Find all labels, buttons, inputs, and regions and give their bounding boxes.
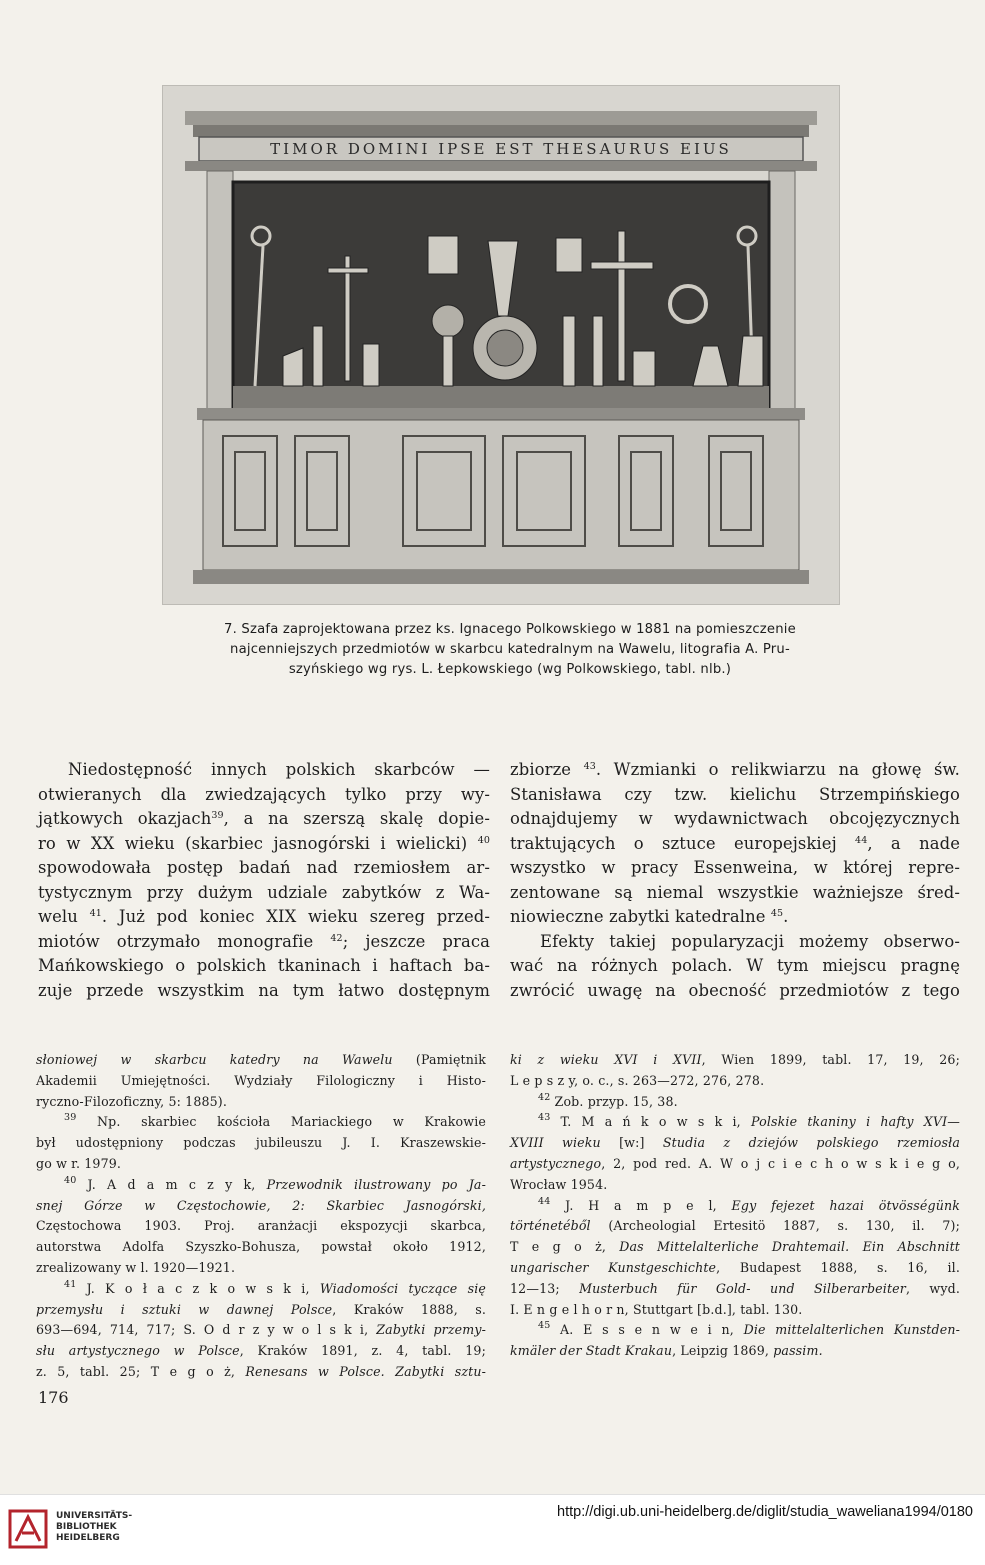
footnote-line: z. 5, tabl. 25; T e g o ż, Renesans w Polsce. Zabytki sztu- [36,1363,486,1379]
library-footer [0,1494,985,1565]
footnote-line: był udostępniony podczas jubileuszu J. I. Kraszewskie- [36,1135,486,1151]
footnote-line: $^{45}$ A. E s s e n w e i n, Die mittelalterlichen Kunstden- [538,1320,961,1338]
footnote-line: ungarischer Kunstgeschichte, Budapest 1888, s. 16, il. [510,1259,960,1275]
footnote-ref: 41 [89,908,102,919]
cabinet-inscription: TIMOR DOMINI IPSE EST THESAURUS EIUS [270,140,732,158]
caption-line: najcenniejszych przedmiotów w skarbcu katedralnym na Wawelu, litografia A. Pru- [230,642,790,657]
page-number: 176 [38,1388,69,1407]
footnote-line: $^{43}$ T. M a ń k o w s k i, Polskie tkaniny i hafty XVI— [538,1112,960,1130]
footnote-line: 693—694, 714, 717; S. O d r z y w o l s k i, Zabytki przemy- [36,1322,486,1338]
footnote-number: 41 [64,1278,77,1290]
footnote-line: történetéből (Archeologial Ertesitö 1887, s. 130, il. 7); [510,1218,960,1234]
body-line: traktujących o sztuce europejskiej $^{44}$, a nade [510,833,960,853]
footnote-line: artystycznego, 2, pod red. A. W o j c i e c h o w s k i e g o, [510,1155,960,1171]
footnote-line: I. E n g e l h o r n, Stuttgart [b.d.], tabl. 130. [510,1301,803,1317]
body-line: wać na różnych polach. W tym miejscu pragnę [510,956,960,975]
footnote-line: $^{39}$ Np. skarbiec kościoła Mariackiego w Krakowie [64,1112,486,1130]
footnote-line: słu artystycznego w Polsce, Kraków 1891, z. 4, tabl. 19; [36,1343,486,1359]
caption-line: szyńskiego wg rys. L. Łepkowskiego (wg Polkowskiego, tabl. nlb.) [288,662,732,677]
body-line: Stanisława czy tzw. kielichu Strzempińskiego [510,784,960,804]
footnote-line: snej Górze w Częstochowie, 2: Skarbiec Jasnogórski, [36,1197,486,1213]
footnote-line: $^{40}$ J. A d a m c z y k, Przewodnik ilustrowany po Ja- [64,1174,486,1192]
treasury-cabinet-illustration [163,86,839,604]
body-column-left [38,758,490,1003]
footnote-ref: 45 [770,908,784,919]
footnote-number: 45 [538,1320,551,1332]
library-name: UNIVERSITÄTS- BIBLIOTHEK HEIDELBERG [56,1511,133,1543]
footnote-line: ki z wieku XVI i XVII, Wien 1899, tabl. 17, 19, 26; [510,1052,960,1067]
footnote-number: 40 [64,1174,77,1186]
body-line: tystycznym przy dużym udziale zabytków z Wa- [38,882,490,902]
body-line: Niedostępność innych polskich skarbców — [68,760,490,779]
body-line: spowodowała postęp badań nad rzemiosłem ar- [38,858,490,877]
body-line: niowieczne zabytki katedralne $^{45}$. [510,907,789,926]
footnote-number: 39 [64,1112,77,1124]
footnote-line: T e g o ż, Das Mittelalterliche Drahtemail. Ein Abschnitt [510,1239,960,1255]
footnote-line: $^{41}$ J. K o ł a c z k o w s k i, Wiadomości tyczące się [64,1278,486,1296]
body-line: zbiorze $^{43}$. Wzmianki o relikwiarzu na głowę św. [510,760,960,779]
body-line: zwrócić uwagę na obecność przedmiotów z tego [510,980,960,1000]
footnote-ref: 40 [477,834,491,846]
footnote-number: 42 [538,1091,551,1103]
body-column-right [510,758,960,1003]
footnote-ref: 43 [583,761,596,772]
footnote-line: słoniowej w skarbcu katedry na Wawelu (Pamiętnik [36,1052,486,1067]
body-line: odnajdujemy w wydawnictwach obcojęzycznych [510,809,960,828]
body-line: jątkowych okazjach$^{39}$, a na szerszą skalę dopie- [38,809,490,828]
caption-line: 7. Szafa zaprojektowana przez ks. Ignacego Polkowskiego w 1881 na pomieszczenie [224,622,796,637]
body-line: welu $^{41}$. Już pod koniec XIX wieku szereg przed- [38,907,491,926]
lithograph-figure [162,85,840,605]
footnote-line: Wrocław 1954. [510,1176,608,1192]
footnote-line: XVIII wieku [w:] Studia z dziejów polskiego rzemiosła [510,1135,960,1151]
footnote-line: go w r. 1979. [36,1155,122,1171]
footnote-line: $^{42}$ Zob. przyp. 15, 38. [538,1091,678,1109]
footnote-line: $^{44}$ J. H a m p e l, Egy fejezet hazai ötvösségünk [538,1195,960,1213]
body-line: ro w XX wieku (skarbiec jasnogórski i wielicki) $^{40}$ [38,833,491,853]
footnote-line: kmäler der Stadt Krakau, Leipzig 1869, passim. [510,1343,823,1359]
body-line: Mańkowskiego o polskich tkaninach i haftach ba- [38,956,490,975]
footnotes-right [510,1050,960,1362]
body-line: otwieranych dla zwiedzających tylko przy wy- [38,784,490,804]
footnote-ref: 42 [330,932,343,944]
footnote-line: Akademii Umiejętności. Wydziały Filologiczny i Histo- [36,1072,486,1088]
footnote-line: Częstochowa 1903. Proj. aranżacji ekspozycji skarbca, [36,1218,486,1234]
footnote-line: autorstwa Adolfa Szyszko-Bohusza, powstał około 1912, [36,1239,486,1255]
footnote-ref: 44 [855,834,868,846]
footnote-line: przemysłu i sztuki w dawnej Polsce, Kraków 1888, s. [36,1301,486,1317]
body-line: zuje przede wszystkim na tym łatwo dostępnym [38,980,490,1000]
body-line: miotów otrzymało monografie $^{42}$; jeszcze praca [38,931,490,951]
body-line: Efekty takiej popularyzacji możemy obserwo- [540,931,960,951]
footnote-line: zrealizowany w l. 1920—1921. [36,1259,236,1275]
footnotes-left [36,1050,486,1383]
figure-caption [160,620,860,680]
source-url-link[interactable]: http://digi.ub.uni-heidelberg.de/diglit/studia_waweliana1994/0180 [557,1504,973,1520]
footnote-line: ryczno-Filozoficzny, 5: 1885). [36,1093,228,1109]
footnote-number: 44 [538,1195,551,1207]
footnote-ref: 39 [211,810,224,821]
body-line: zentowane są niemal wszystkie ważniejsze śred- [510,882,960,902]
university-library-logo-icon [6,1507,50,1551]
footnote-line: L e p s z y, o. c., s. 263—272, 276, 278. [510,1072,765,1088]
body-line: wszystko w pracy Essenweina, w której repre- [510,858,960,877]
footnote-number: 43 [538,1112,551,1124]
footnote-line: 12—13; Musterbuch für Gold- und Silberarbeiter, wyd. [510,1280,960,1296]
